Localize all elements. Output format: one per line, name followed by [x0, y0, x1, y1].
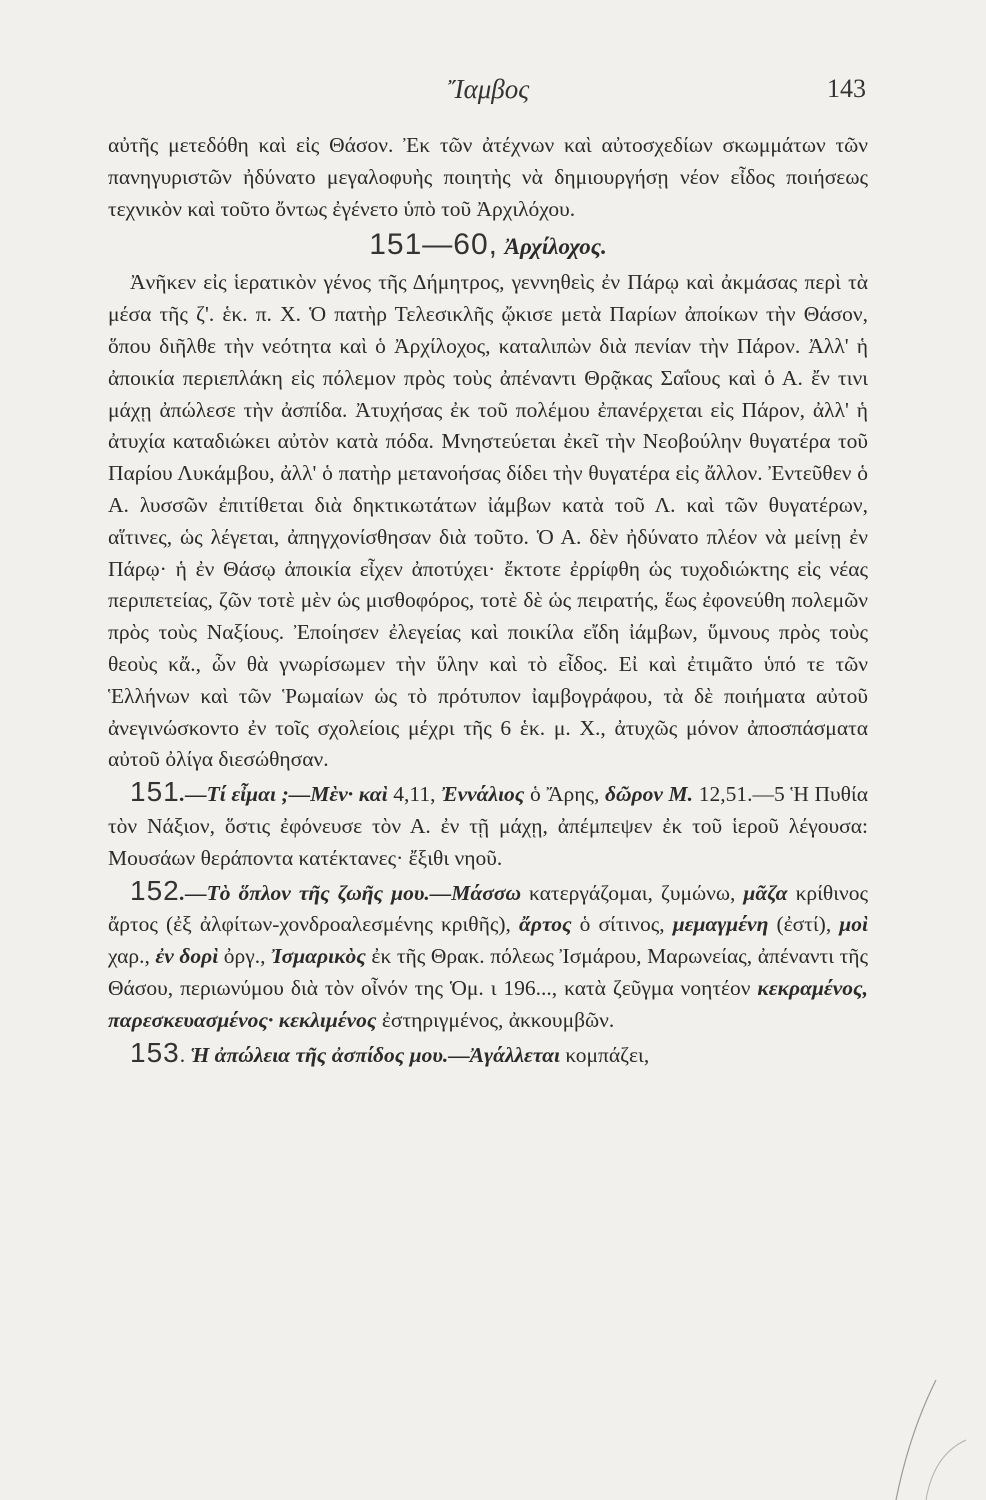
note-text: 4,11,	[387, 782, 442, 807]
section-heading	[108, 225, 868, 267]
note-text: ὀργ.,	[218, 944, 272, 969]
commentary-note	[108, 875, 868, 1037]
page-curl-mark	[826, 1300, 986, 1500]
note-lemma: κεκλιμένος	[278, 1007, 377, 1032]
note-text: ἐστηριγμένος, ἀκκουμβῶν.	[376, 1007, 615, 1032]
note-text: κατεργάζομαι, ζυμώνω,	[521, 880, 744, 905]
note-lemma: Ἡ ἀπώλεια τῆς ἀσπίδος μου.—Ἀγάλλεται	[190, 1042, 560, 1067]
note-text: (ἐστί),	[768, 912, 840, 937]
note-text: κομπάζει,	[559, 1042, 650, 1067]
note-text: .	[179, 1042, 191, 1067]
note-number: 152	[130, 874, 180, 906]
note-lemma: Ἐννάλιος	[441, 782, 525, 807]
section-number: 151—60,	[369, 228, 498, 262]
note-lemma: Ἰσμαρικὸς	[271, 944, 366, 969]
note-lemma: μᾶζα	[743, 880, 788, 905]
note-lemma: ἐν δορὶ	[155, 944, 219, 969]
page-header	[108, 70, 868, 104]
commentary-note	[108, 1037, 868, 1072]
running-title: Ἴαμβος	[448, 74, 530, 104]
section-name: Ἀρχίλοχος.	[504, 234, 607, 260]
note-lemma: κεκραμένος, παρεσκευασμένος·	[108, 975, 868, 1032]
note-lemma: μεμαγμένη	[672, 912, 769, 937]
page-body	[108, 130, 868, 1071]
note-lemma: .—Τί εἶμαι ;—Μὲν· καὶ	[179, 782, 388, 807]
note-number: 151	[130, 776, 180, 808]
commentary-notes	[108, 776, 868, 1071]
note-lemma: ἄρτος	[518, 912, 572, 937]
note-number: 153	[130, 1036, 180, 1068]
note-text: ἐκ τῆς Θρακ. πόλεως Ἰσμάρου, Μαρωνείας, ἀπέναντι τῆς Θάσου, περιωνύμου διὰ τὸν οἶνόν της Ὁμ. ι 196..., κατὰ ζεῦγμα νοητέον	[108, 944, 868, 1000]
note-text: ὁ σίτινος,	[571, 912, 673, 937]
note-text: χαρ.,	[108, 944, 156, 969]
note-lemma: .—Τὸ ὅπλον τῆς ζωῆς μου.—Μάσσω	[179, 880, 521, 905]
page-number: 143	[827, 74, 866, 103]
note-text: 12,51.—5 Ἡ Πυθία τὸν Νάξιον, ὅστις ἐφόνευσε τὸν Α. ἐν τῇ μάχῃ, ἀπέμπεψεν ἐκ τοῦ ἱεροῦ λέγουσα: Μουσάων θεράποντα κατέκτανες· ἔξιθι νηοῦ.	[108, 782, 869, 870]
note-lemma: μοὶ	[839, 912, 868, 937]
commentary-note	[108, 776, 868, 874]
bio-paragraph: Ἀνῆκεν εἰς ἱερατικὸν γένος τῆς Δήμητρος, γεννηθεὶς ἐν Πάρῳ καὶ ἀκμάσας περὶ τὰ μέσα τῆς ζ'. ἑκ. π. Χ. Ὁ πατὴρ Τελεσικλῆς ᾤκισε μετὰ Παρίων ἀποίκων τὴν Θάσον, ὅπου διῆλθε τὴν νεότητα καὶ ὁ Ἀρχίλοχος, καταλιπὼν διὰ πενίαν τὴν Πάρον. Ἀλλ' ἡ ἀποικία περιεπλάκη εἰς πόλεμον πρὸς τοὺς ἀπέναντι Θρᾷκας Σαΐους καὶ ὁ Α. ἔν τινι μάχῃ ἀπώλεσε τὴν ἀσπίδα. Ἀτυχήσας ἐκ τοῦ πολέμου ἐπανέρχεται εἰς Πάρον, ἀλλ' ἡ ἀτυχία καταδιώκει αὐτὸν κατὰ πόδα. Μνηστεύεται ἐκεῖ τὴν Νεοβούλην θυγατέρα τοῦ Παρίου Λυκάμβου, ἀλλ' ὁ πατὴρ μετανοήσας δίδει τὴν θυγατέρα εἰς ἄλλον. Ἐντεῦθεν ὁ Α. λυσσῶν ἐπιτίθεται διὰ δηκτικωτάτων ἰάμβων κατὰ τοῦ Λ. καὶ τῶν θυγατέρων, αἵτινες, ὡς λέγεται, ἀπηγχονίσθησαν διὰ τοῦτο. Ὁ Α. δὲν ἠδύνατο πλέον νὰ μείνῃ ἐν Πάρῳ· ἡ ἐν Θάσῳ ἀποικία εἶχεν ἀποτύχει· ἔκτοτε ἐρρίφθη ὡς τυχοδιώκτης εἰς νέας περιπετείας, ζῶν τοτὲ μὲν ὡς μισθοφόρος, τοτὲ δὲ ὡς πειρατής, ἕως ἐφονεύθη πολεμῶν πρὸς τοὺς Ναξίους. Ἐποίησεν ἐλεγείας καὶ ποικίλα εἴδη ἰάμβων, ὕμνους πρὸς τοὺς θεοὺς κἄ., ὧν θὰ γνωρίσωμεν τὴν ὕλην καὶ τὸ εἶδος. Εἰ καὶ ἐτιμᾶτο ὑπό τε τῶν Ἑλλήνων καὶ τῶν Ῥωμαίων ὡς τὸ πρότυπον ἰαμβογράφου, τὰ δὲ ποιήματα αὐτοῦ ἀνεγινώσκοντο ἐν τοῖς σχολείοις μέχρι τῆς 6 ἑκ. μ. Χ., ἀτυχῶς μόνον ἀποσπάσματα αὐτοῦ ὀλίγα διεσώθησαν.	[108, 270, 868, 772]
note-lemma: δῶρον Μ.	[604, 782, 694, 807]
note-text: κρίθινος ἄρτος (ἐξ ἀλφίτων-χονδροαλεσμένης κριθῆς),	[108, 880, 868, 937]
intro-paragraph: αὐτῆς μετεδόθη καὶ εἰς Θάσον. Ἐκ τῶν ἀτέχνων καὶ αὐτοσχεδίων σκωμμάτων τῶν πανηγυριστῶν ἠδύνατο μεγαλοφυὴς ποιητὴς νὰ δημιουργήσῃ νέον εἶδος ποιήσεως τεχνικὸν καὶ τοῦτο ὄντως ἐγένετο ὑπὸ τοῦ Ἀρχιλόχου.	[108, 133, 868, 221]
note-text: ὁ Ἄρης,	[524, 782, 605, 807]
